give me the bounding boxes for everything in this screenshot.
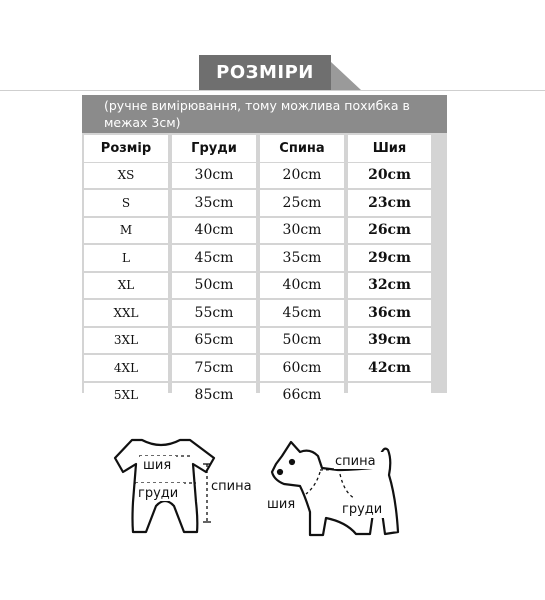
banner-tail [331,62,361,90]
cell-chest: 75cm [172,355,256,381]
measurement-note: (ручне вимірювання, тому можлива похибка в межах 3см) [82,95,447,133]
table-header-row [82,133,447,161]
table-row [82,161,447,189]
cell-chest: 45cm [172,245,256,271]
cell-neck: 39cm [348,328,431,354]
dog-back-label: спина [335,454,376,469]
cell-size: M [84,218,168,244]
table-row [82,188,447,216]
cell-chest: 50cm [172,273,256,299]
garment-chest-label: груди [138,486,179,501]
cell-size: 4XL [84,355,168,381]
col-header-neck: Шия [348,135,431,162]
cell-neck: 32cm [348,273,431,299]
cell-neck: 29cm [348,245,431,271]
cell-size: XXL [84,300,168,326]
cell-back: 50cm [260,328,344,354]
size-table [82,133,447,408]
cell-size: XS [84,163,168,189]
garment-neck-label: шия [143,458,172,473]
table-row [82,243,447,271]
cell-neck [348,383,431,409]
cell-neck: 42cm [348,355,431,381]
cell-size: XL [84,273,168,299]
header-divider [0,90,545,91]
cell-neck: 23cm [348,190,431,216]
cell-size: S [84,190,168,216]
cell-back: 60cm [260,355,344,381]
table-row [82,353,447,381]
cell-chest: 35cm [172,190,256,216]
cell-size: 3XL [84,328,168,354]
dog-chest-label: груди [342,502,383,517]
cell-back: 30cm [260,218,344,244]
cell-chest: 40cm [172,218,256,244]
dog-measure-lines [306,468,380,498]
table-row [82,381,447,409]
table-row [82,271,447,299]
cell-size: 5XL [84,383,168,409]
cell-size: L [84,245,168,271]
table-row [82,298,447,326]
col-header-size: Розмір [84,135,168,162]
garment-back-label: спина [211,479,252,494]
cell-chest: 85cm [172,383,256,409]
cell-neck: 26cm [348,218,431,244]
cell-back: 35cm [260,245,344,271]
table-row [82,216,447,244]
cell-chest: 65cm [172,328,256,354]
cell-neck: 20cm [348,163,431,189]
cell-chest: 30cm [172,163,256,189]
cell-back: 45cm [260,300,344,326]
measurement-diagram [0,420,545,560]
page-title: РОЗМІРИ [199,55,331,90]
cell-chest: 55cm [172,300,256,326]
cell-back: 20cm [260,163,344,189]
table-row [82,326,447,354]
dog-neck-label: шия [267,497,296,512]
cell-back: 40cm [260,273,344,299]
cell-neck: 36cm [348,300,431,326]
col-header-chest: Груди [172,135,256,162]
col-header-back: Спина [260,135,344,162]
cell-back: 66cm [260,383,344,409]
cell-back: 25cm [260,190,344,216]
